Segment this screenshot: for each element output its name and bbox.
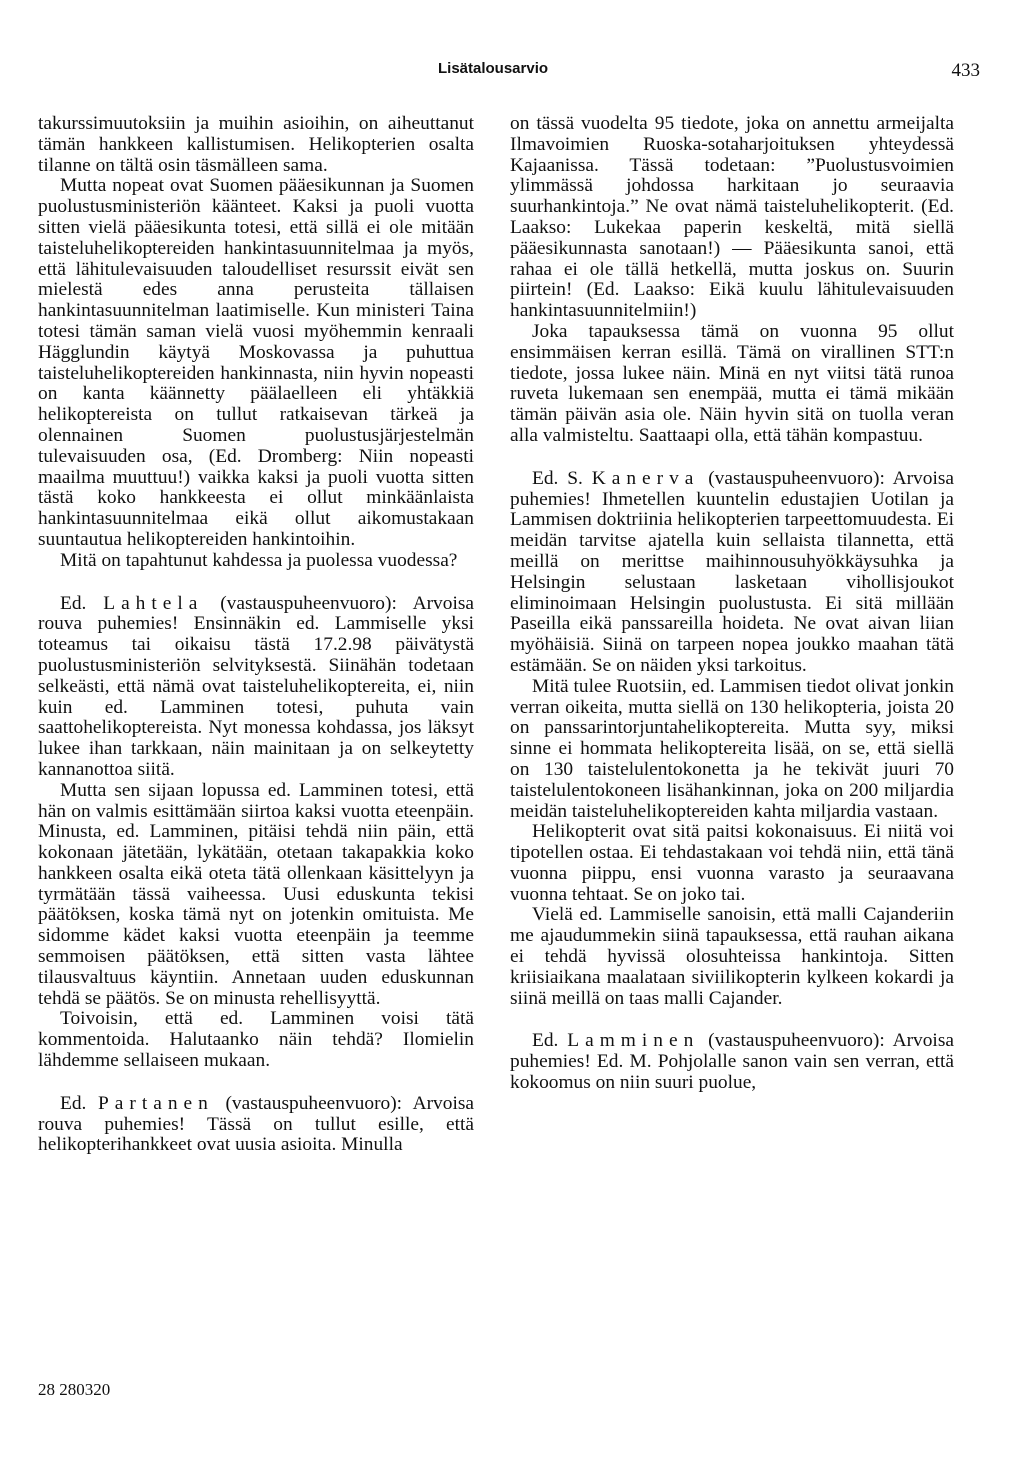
left-column [38,114,474,1156]
speech-lahtela [38,594,474,781]
speech-kanerva [510,469,954,677]
print-code: 28 280320 [38,1380,111,1399]
paragraph: Mitä tulee Ruotsiin, ed. Lammisen tiedot olivat jonkin verran oikeita, mutta siellä on 130 helikopteria, joista 20 on panssarintorjuntahelikoptereita. Mutta syy, miksi sinne ei hommata helikoptereita lisää, on se, että siellä on 130 taistelulentokonetta ja he tekivät juuri 70 taistelulentokoneen lisähankinnan, joka on 200 miljardia meidän taisteluhelikoptereiden kahta miljardia vastaan. [510,675,954,822]
paragraph: on tässä vuodelta 95 tiedote, joka on annettu armeijalta Ilmavoimien Ruoska-sotaharjoituksen yhteydessä Kajaanissa. Tässä todetaan: ”Puolustusvoimien ylimmässä johdossa harkitaan jo seuraavia suurhankintoja.” Ne ovat nämä taisteluhelikopterit. (Ed. Laakso: Lukekaa paperin keskeltä, mitä siellä pääesikunnasta sanotaan!) — Pääesikunta sanoi, että rahaa ei ole tällä hetkellä, mutta joskus on. Suurin piirtein! (Ed. Laakso: Eikä kuulu lähitulevaisuuden hankintasuunnitelmiin!) [510,113,954,322]
speaker-prefix: Ed. [532,1030,559,1052]
paragraph: Vielä ed. Lammiselle sanoisin, että malli Cajanderiin me ajaudummekin siinä tapauksessa, että rauhan aikana ei tehdä hyvissä olosuhteissa hankintoja. Sitten kriisiaikana maalataan siviilikopterin kylkeen kokardi ja siinä meillä on taas malli Cajander. [510,904,954,1009]
paragraph: Mitä on tapahtunut kahdessa ja puolessa vuodessa? [60,549,458,571]
paragraph: Mutta nopeat ovat Suomen pääesikunnan ja Suomen puolustusministeriön käänteet. Kaksi ja puoli vuotta sitten vielä pääesikunta totesi, että sillä ei ole mitään taisteluhelikoptereiden hankintasuunnitelmaa ja myös, että lähitulevaisuuden taloudelliset resurssit eivät sen mielestä edes anna perusteita tällaisen hankintasuunnitelman laatimiselle. Kun ministeri Taina totesi tämän saman vielä vuosi myöhemmin kenraali Hägglundin käytyä Moskovassa ja puhuttua taisteluhelikoptereiden hankinnasta, niin hyvin nopeasti on kanta käännetty päälaelleen eli yhtäkkiä helikoptereista on tullut ratkaisevan tärkeä ja olennainen Suomen puolustusjärjestelmän tulevaisuuden osa, (Ed. Dromberg: Niin nopeasti maailma muuttuu!) vaikka kaksi ja puoli vuotta sitten tästä koko hankkeesta ei ollut minkäänlaista hankintasuunnitelmaa eikä ollut aikomustakaan suuntautua helikoptereiden hankintoihin. [38,175,474,550]
page-header [0,60,1024,86]
paragraph: Joka tapauksessa tämä on vuonna 95 ollut ensimmäisen kerran esillä. Tämä on virallinen STT:n tiedote, jossa lukee näin. Minä en nyt viitsi tätä runoa ruveta lukemaan sen enempää, mutta ei tämä mikään tämän päivän asia ole. Näin hyvin sitä on tuolla veran alla valmisteltu. Saattaapi olla, että tähän kompastuu. [510,320,954,446]
speaker-prefix: Ed. [60,592,87,614]
right-column [510,114,954,1094]
paragraph: Helikopterit ovat sitä paitsi kokonaisuus. Ei niitä voi tipotellen ostaa. Ei tehdastakaan voi tehdä niin, että tänä vuonna piippu, ensi vuonna varasto ja seuraavana vuonna tehtaat. Se on joko tai. [510,821,954,905]
speaker-name: Lamminen [567,1030,700,1052]
speech-text: (vastauspuheenvuoro): Arvoisa rouva puhemies! Ensinnäkin ed. Lammiselle yksi toteamus tai oikaisu tästä 17.2.98 päivätystä puolustusministeriön selvityksestä. Siinähän todetaan selkeästi, että nämä ovat taisteluhelikoptereita, ei, niin kuin ed. Lamminen totesi, puhuta vain saattohelikoptereista. Nyt monessa kohdassa, jos läksyt lukee ihan tarkkaan, näin mainitaan ja on selkeytetty kannanottoa siitä. [38,592,474,780]
speech-partanen [38,1094,474,1156]
speech-lamminen [510,1031,954,1093]
page-number: 433 [951,60,980,81]
running-title: Lisätalousarvio [438,60,549,77]
speaker-name: Lahtela [103,592,204,614]
speaker-name: Kanerva [591,467,700,489]
speaker-name: Partanen [98,1092,214,1114]
speech-text: (vastauspuheenvuoro): Arvoisa puhemies! Ed. M. Pohjolalle sanon vain sen verran, että kokoomus on niin suuri puolue, [510,1030,954,1094]
speaker-prefix: Ed. S. [532,467,583,489]
paragraph: Toivoisin, että ed. Lamminen voisi tätä kommentoida. Halutaanko näin tehdä? Ilomielin lähdemme sellaiseen mukaan. [38,1008,474,1072]
paragraph: takurssimuutoksiin ja muihin asioihin, on aiheuttanut tämän hankkeen kallistumisen. Helikopterien osalta tilanne on tältä osin täsmälleen sama. [38,113,474,176]
paragraph: Mutta sen sijaan lopussa ed. Lamminen totesi, että hän on valmis esittämään siirtoa kaksi vuotta eteenpäin. Minusta, ed. Lamminen, pitäisi tehdä niin päin, että kokonaan jätetään, lykätään, otetaan takapakkia koko hankkeen osalta eikä oteta tätä ollenkaan käsittelyyn ja tyrmätään tässä vaiheessa. Uusi eduskunta tekisi päätöksen, koska tämä nyt on jotenkin omituista. Me sidomme kädet kaksi vuotta eteenpäin ja teemme semmoisen päätöksen, että sitten vasta lähtee tilausvaltuus käyntiin. Annetaan uuden eduskunnan tehdä se päätös. Se on minusta rehellisyyttä. [38,779,474,1009]
speaker-prefix: Ed. [60,1092,87,1114]
speech-text: (vastauspuheenvuoro): Arvoisa rouva puhemies! Tässä on tullut esille, että helikopterihankkeet ovat uusia asioita. Minulla [38,1092,474,1156]
speech-text: (vastauspuheenvuoro): Arvoisa puhemies! Ihmetellen kuuntelin edustajien Uotilan ja Lammisen doktriinia helikopterien tarpeettomuudesta. Ei meidän tarvitse ajatella kuin sellaista tilannetta, että meillä on merittse maihinnousuhyökkäysuhka ja Helsingin selustaan lasketaan vihollisjoukot eliminoimaan Helsingin puolustusta. Ei sitä millään Paseilla eikä panssareilla hoideta. Ne ovat aivan liian myöhäisiä. Siinä on tarpeen nopea joukko maahan tätä estämään. Se on näiden yksi tarkoitus. [510,467,954,676]
